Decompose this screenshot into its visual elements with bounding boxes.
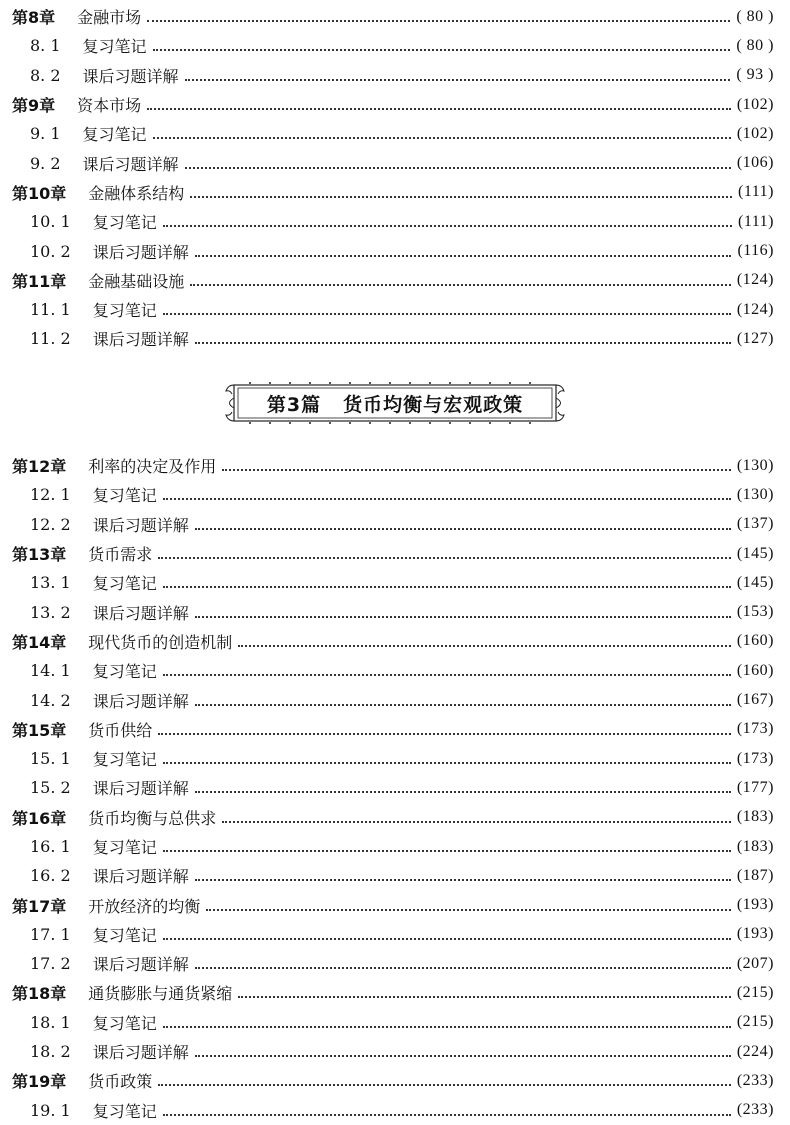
- toc-section-row[interactable]: [12, 119, 774, 148]
- page-number: (193): [736, 896, 774, 914]
- section-title: 复习笔记: [92, 486, 157, 506]
- section-title: 复习笔记: [82, 125, 147, 145]
- section-title: 复习笔记: [92, 838, 157, 857]
- toc-section-row[interactable]: [12, 949, 774, 978]
- dot-leader: [163, 1025, 731, 1028]
- dot-leader: [163, 224, 732, 227]
- toc-section-row[interactable]: [12, 510, 774, 539]
- section-title: 课后习题详解: [92, 779, 189, 799]
- section-title: 课后习题详解: [92, 867, 189, 887]
- page-number: (187): [736, 866, 774, 884]
- section-number: 12. 2: [30, 514, 71, 534]
- toc-section-row[interactable]: [12, 773, 774, 802]
- page-number: (193): [736, 925, 774, 943]
- section-number: 9. 2: [30, 153, 61, 173]
- section-number: 13. 2: [30, 602, 71, 622]
- page-number: (130): [736, 456, 774, 474]
- toc-section-part2: [12, 2, 774, 354]
- page-number: (160): [736, 661, 774, 679]
- page-number: (160): [736, 632, 774, 650]
- ornamental-frame: [220, 380, 570, 426]
- toc-chapter-row[interactable]: [12, 890, 774, 919]
- page-number: (102): [736, 124, 774, 142]
- dot-leader: [195, 878, 731, 881]
- toc-chapter-row[interactable]: [12, 266, 774, 295]
- page-number: (173): [736, 720, 774, 738]
- section-number: 10. 1: [30, 212, 71, 232]
- page-number: (207): [736, 954, 774, 972]
- section-title: 课后习题详解: [92, 955, 189, 975]
- page-number: ( 80 ): [736, 7, 774, 25]
- toc-section-row[interactable]: [12, 920, 774, 949]
- chapter-title: 现代货币的创造机制: [88, 632, 233, 652]
- toc-section-row[interactable]: [12, 480, 774, 509]
- toc-section-row[interactable]: [12, 1037, 774, 1066]
- page-number: (111): [738, 212, 774, 230]
- dot-leader: [163, 849, 731, 852]
- dot-leader: [195, 703, 731, 706]
- section-number: 18. 2: [30, 1042, 71, 1062]
- part-title: [220, 380, 570, 426]
- dot-leader: [158, 732, 731, 735]
- page-number: (124): [736, 300, 774, 318]
- section-title: 课后习题详解: [82, 154, 179, 174]
- chapter-title: 通货膨胀与通货紧缩: [88, 984, 233, 1004]
- toc-chapter-row[interactable]: [12, 178, 774, 207]
- toc-chapter-row[interactable]: [12, 803, 774, 832]
- page-number: (233): [736, 1101, 774, 1119]
- toc-chapter-row[interactable]: [12, 90, 774, 119]
- page-number: (177): [736, 778, 774, 796]
- toc-chapter-row[interactable]: [12, 451, 774, 480]
- section-title: 复习笔记: [92, 662, 157, 682]
- page-number: (145): [736, 544, 774, 562]
- toc-section-part3: [12, 451, 774, 1125]
- page-number: (215): [736, 983, 774, 1001]
- chapter-number: 第10章: [12, 183, 67, 203]
- section-title: 课后习题详解: [92, 603, 189, 623]
- section-number: 15. 1: [30, 749, 71, 769]
- toc-section-row[interactable]: [12, 31, 774, 60]
- toc-chapter-row[interactable]: [12, 715, 774, 744]
- toc-chapter-row[interactable]: [12, 539, 774, 568]
- toc-section-row[interactable]: [12, 656, 774, 685]
- dot-leader: [195, 1054, 731, 1057]
- dot-leader: [163, 585, 731, 588]
- toc-section-row[interactable]: [12, 597, 774, 626]
- dot-leader: [163, 937, 731, 940]
- section-number: 8. 2: [30, 65, 61, 85]
- dot-leader: [195, 615, 731, 618]
- part-heading-banner: [0, 368, 790, 438]
- dot-leader: [147, 107, 731, 110]
- section-title: 复习笔记: [82, 37, 147, 57]
- chapter-number: 第12章: [12, 457, 67, 477]
- chapter-number: 第13章: [12, 545, 67, 565]
- page-number: (102): [736, 95, 774, 113]
- chapter-number: 第9章: [12, 96, 56, 116]
- chapter-number: 第19章: [12, 1072, 67, 1092]
- chapter-title: 金融基础设施: [88, 271, 185, 291]
- section-title: 复习笔记: [92, 1013, 157, 1033]
- chapter-number: 第16章: [12, 808, 67, 828]
- dot-leader: [195, 341, 731, 344]
- section-title: 课后习题详解: [92, 691, 189, 711]
- dot-leader: [238, 644, 731, 647]
- chapter-title: 货币需求: [88, 545, 153, 565]
- page-number: (167): [736, 691, 774, 709]
- dot-leader: [163, 312, 731, 315]
- section-title: 课后习题详解: [92, 1043, 189, 1063]
- chapter-title: 货币均衡与总供求: [88, 808, 217, 828]
- dot-leader: [163, 673, 731, 676]
- dot-leader: [163, 761, 731, 764]
- dot-leader: [195, 527, 731, 530]
- toc-section-row[interactable]: [12, 295, 774, 324]
- toc-section-row[interactable]: [12, 324, 774, 353]
- section-title: 复习笔记: [92, 301, 157, 321]
- section-title: 课后习题详解: [92, 242, 189, 262]
- page-number: (130): [736, 485, 774, 503]
- dot-leader: [158, 1083, 731, 1086]
- dot-leader: [147, 19, 730, 22]
- page-number: (116): [737, 242, 774, 260]
- toc-section-row[interactable]: [12, 832, 774, 861]
- section-number: 14. 2: [30, 690, 71, 710]
- dot-leader: [238, 995, 731, 998]
- dot-leader: [163, 497, 731, 500]
- section-number: 11. 2: [30, 329, 71, 349]
- chapter-number: 第15章: [12, 720, 67, 740]
- toc-section-row[interactable]: [12, 61, 774, 90]
- page-number: (215): [736, 1013, 774, 1031]
- dot-leader: [185, 78, 731, 81]
- section-title: 课后习题详解: [82, 66, 179, 86]
- page-number: (106): [736, 154, 774, 172]
- section-number: 15. 2: [30, 778, 71, 798]
- toc-chapter-row[interactable]: [12, 2, 774, 31]
- toc-chapter-row[interactable]: [12, 978, 774, 1007]
- toc-chapter-row[interactable]: [12, 627, 774, 656]
- dot-leader: [195, 790, 731, 793]
- section-title: 复习笔记: [92, 750, 157, 770]
- chapter-title: 货币供给: [88, 720, 153, 740]
- section-title: 复习笔记: [92, 213, 157, 233]
- chapter-title: 开放经济的均衡: [88, 896, 201, 916]
- chapter-number: 第11章: [12, 271, 67, 291]
- section-title: 课后习题详解: [92, 515, 189, 535]
- page-number: (183): [736, 808, 774, 826]
- chapter-title: 货币政策: [88, 1072, 153, 1092]
- dot-leader: [190, 283, 731, 286]
- page-number: (183): [736, 837, 774, 855]
- section-number: 17. 1: [30, 924, 71, 944]
- chapter-number: 第8章: [12, 8, 56, 28]
- page-number: (224): [736, 1042, 774, 1060]
- toc-section-row[interactable]: [12, 861, 774, 890]
- chapter-number: 第18章: [12, 984, 67, 1004]
- toc-chapter-row[interactable]: [12, 1066, 774, 1095]
- toc-section-row[interactable]: [12, 568, 774, 597]
- section-number: 12. 1: [30, 485, 71, 505]
- chapter-title: 金融市场: [77, 8, 142, 28]
- page-number: (111): [738, 183, 774, 201]
- dot-leader: [153, 136, 731, 139]
- chapter-title: 利率的决定及作用: [88, 457, 217, 477]
- part-label: 第3篇: [266, 393, 322, 416]
- toc-section-row[interactable]: [12, 236, 774, 265]
- page-number: (145): [736, 573, 774, 591]
- section-title: 课后习题详解: [92, 330, 189, 350]
- section-number: 10. 2: [30, 241, 71, 261]
- chapter-number: 第17章: [12, 896, 67, 916]
- page-number: (173): [736, 749, 774, 767]
- page-number: ( 93 ): [736, 66, 774, 84]
- dot-leader: [222, 820, 731, 823]
- section-number: 11. 1: [30, 300, 71, 320]
- section-number: 17. 2: [30, 954, 71, 974]
- page-number: (124): [736, 271, 774, 289]
- page-number: (153): [736, 603, 774, 621]
- page-number: (127): [736, 329, 774, 347]
- section-title: 复习笔记: [92, 1101, 157, 1121]
- section-number: 16. 1: [30, 837, 71, 856]
- section-title: 复习笔记: [92, 574, 157, 594]
- toc-section-row[interactable]: [12, 148, 774, 177]
- section-number: 14. 1: [30, 661, 71, 681]
- page-number: (233): [736, 1071, 774, 1089]
- toc-section-row[interactable]: [12, 685, 774, 714]
- section-number: 18. 1: [30, 1012, 71, 1032]
- chapter-title: 金融体系结构: [88, 183, 185, 203]
- section-number: 8. 1: [30, 36, 61, 56]
- section-number: 9. 1: [30, 124, 61, 144]
- toc-section-row[interactable]: [12, 207, 774, 236]
- part-name: 货币均衡与宏观政策: [343, 393, 524, 416]
- page-number: (137): [736, 515, 774, 533]
- dot-leader: [222, 468, 731, 471]
- dot-leader: [153, 48, 731, 51]
- section-number: 13. 1: [30, 573, 71, 593]
- dot-leader: [206, 908, 731, 911]
- chapter-title: 资本市场: [77, 96, 142, 116]
- dot-leader: [185, 166, 731, 169]
- page-number: ( 80 ): [736, 36, 774, 54]
- section-number: 19. 1: [30, 1100, 71, 1120]
- toc-section-row[interactable]: [12, 1096, 774, 1125]
- dot-leader: [195, 254, 732, 257]
- dot-leader: [195, 966, 731, 969]
- dot-leader: [190, 195, 732, 198]
- section-number: 16. 2: [30, 866, 71, 886]
- toc-section-row[interactable]: [12, 1008, 774, 1037]
- chapter-number: 第14章: [12, 632, 67, 652]
- dot-leader: [158, 556, 731, 559]
- toc-section-row[interactable]: [12, 744, 774, 773]
- section-title: 复习笔记: [92, 925, 157, 945]
- dot-leader: [163, 1113, 731, 1116]
